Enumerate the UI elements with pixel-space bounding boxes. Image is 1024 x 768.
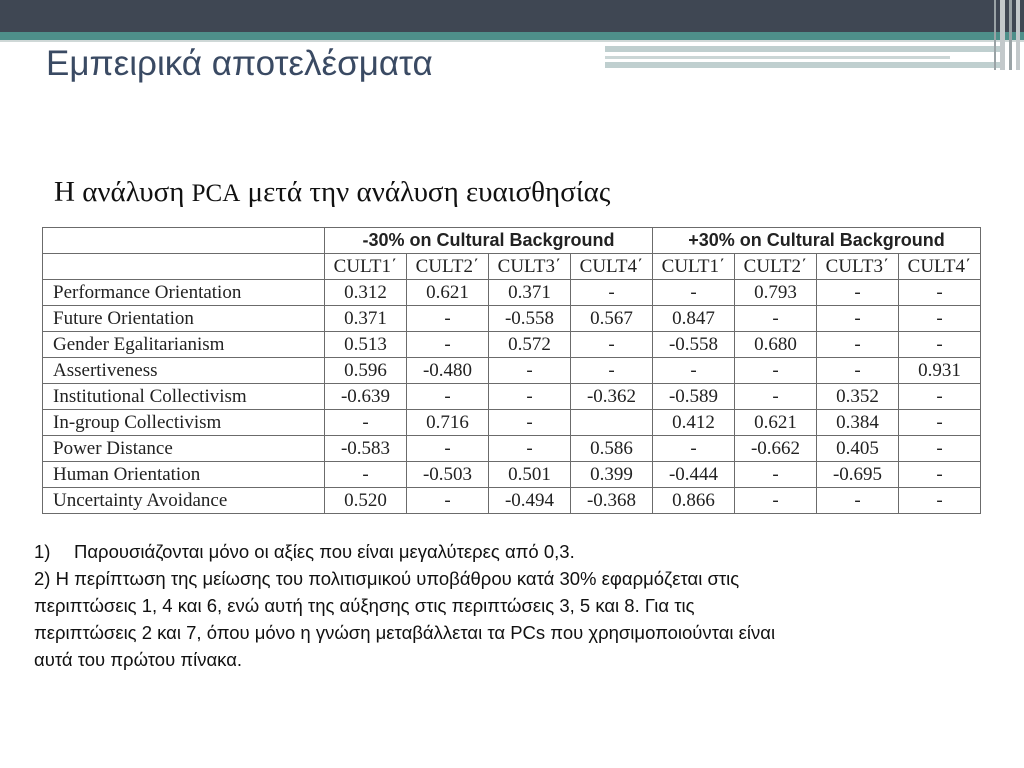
table-cell: -0.589 [653,384,735,410]
table-cell: 0.371 [489,280,571,306]
corner-stripe [994,0,996,70]
row-label: Assertiveness [43,358,325,384]
table-cell: 0.866 [653,488,735,514]
column-header: CULT3΄ [489,254,571,280]
table-row [43,306,981,332]
header-deco-bar [605,62,1005,68]
table-cell: -0.558 [653,332,735,358]
table-cell: - [817,488,899,514]
slide-subtitle [54,176,610,209]
table-cell: - [571,332,653,358]
table-cell: 0.312 [325,280,407,306]
table-cell: - [899,462,981,488]
subtitle-pca: PCA [191,180,241,207]
table-cell: - [899,410,981,436]
table-cell: - [571,358,653,384]
table-cell: - [899,306,981,332]
table-row [43,384,981,410]
table-cell: - [407,436,489,462]
table-cell: 0.399 [571,462,653,488]
table-cell: 0.596 [325,358,407,384]
column-header: CULT1΄ [325,254,407,280]
table-cell: 0.352 [817,384,899,410]
header-deco-bar [605,56,950,59]
table-cell: - [407,384,489,410]
table-row [43,462,981,488]
group-header-row [43,228,981,254]
table-cell: -0.503 [407,462,489,488]
table-cell: 0.793 [735,280,817,306]
footnote-2-line: περιπτώσεις 1, 4 και 6, ενώ αυτή της αύξησης στις περιπτώσεις 3, 5 και 8. Για τις [34,595,695,616]
table-cell: 0.931 [899,358,981,384]
row-label: Performance Orientation [43,280,325,306]
table-cell: 0.405 [817,436,899,462]
table-cell: -0.695 [817,462,899,488]
table-cell: -0.639 [325,384,407,410]
table-cell: - [899,280,981,306]
column-header: CULT4΄ [571,254,653,280]
table-cell: 0.586 [571,436,653,462]
table-cell: - [817,332,899,358]
header-band [0,0,1024,32]
table-row [43,436,981,462]
table-cell: - [899,332,981,358]
footnotes [34,538,974,673]
corner-stripe [1009,0,1012,70]
page-title: Εμπειρικά αποτελέσματα [46,44,433,83]
table-row [43,358,981,384]
table-cell: - [571,280,653,306]
table-cell: -0.558 [489,306,571,332]
table-cell: - [407,488,489,514]
table-cell [571,410,653,436]
table-cell: 0.621 [735,410,817,436]
group-header-plus30: +30% on Cultural Background [653,228,981,254]
column-header: CULT3΄ [817,254,899,280]
table-cell: - [407,306,489,332]
table-cell: 0.567 [571,306,653,332]
corner-stripe [1000,0,1005,70]
header-accent-line [0,32,1024,40]
row-label: Human Orientation [43,462,325,488]
table-cell: - [325,410,407,436]
row-label: Future Orientation [43,306,325,332]
table-cell: - [735,306,817,332]
table-cell: 0.384 [817,410,899,436]
column-header: CULT2΄ [407,254,489,280]
table-cell: - [735,462,817,488]
table-row [43,332,981,358]
corner-stripe [1016,0,1020,70]
row-label: Gender Egalitarianism [43,332,325,358]
table-cell: 0.621 [407,280,489,306]
row-label: In-group Collectivism [43,410,325,436]
row-label: Power Distance [43,436,325,462]
table-cell: -0.480 [407,358,489,384]
table-cell: -0.583 [325,436,407,462]
header-thin-line [0,40,1024,42]
table-cell: - [489,384,571,410]
table-cell: - [899,488,981,514]
table-cell: 0.716 [407,410,489,436]
table-cell: - [653,280,735,306]
footnote-2-line: αυτά του πρώτου πίνακα. [34,649,243,670]
footnote-2-line: περιπτώσεις 2 και 7, όπου μόνο η γνώση μεταβάλλεται τα PCs που χρησιμοποιούνται είναι [34,622,776,643]
table-cell: - [817,358,899,384]
subtitle-text: Η ανάλυση [54,176,192,208]
table-cell: - [735,488,817,514]
corner-cell [43,254,325,280]
table-cell: - [653,358,735,384]
column-header: CULT2΄ [735,254,817,280]
subtitle-text: μετά την ανάλυση ευαισθησίας [240,176,611,208]
table-cell: - [489,436,571,462]
table-cell: -0.444 [653,462,735,488]
table-cell: -0.362 [571,384,653,410]
footnote-number: 1) [34,541,51,562]
table-body [43,280,981,514]
table-cell: - [735,384,817,410]
pca-table [42,227,981,514]
table-cell: - [817,280,899,306]
table-cell: - [817,306,899,332]
table-cell: - [899,384,981,410]
table-cell: -0.494 [489,488,571,514]
group-header-minus30: -30% on Cultural Background [325,228,653,254]
table-row [43,280,981,306]
corner-cell [43,228,325,254]
table-cell: - [489,410,571,436]
table-cell: 0.520 [325,488,407,514]
table-cell: 0.572 [489,332,571,358]
table-cell: - [653,436,735,462]
table-cell: - [489,358,571,384]
table-cell: 0.513 [325,332,407,358]
header-deco-bar [605,46,1005,52]
column-header: CULT1΄ [653,254,735,280]
table-row [43,488,981,514]
footnote-1 [34,538,974,565]
table-cell: 0.847 [653,306,735,332]
column-header-row [43,254,981,280]
row-label: Uncertainty Avoidance [43,488,325,514]
table-cell: -0.662 [735,436,817,462]
table-cell: 0.680 [735,332,817,358]
column-header: CULT4΄ [899,254,981,280]
table-cell: 0.412 [653,410,735,436]
footnote-2-line: 2) Η περίπτωση της μείωσης του πολιτισμικού υποβάθρου κατά 30% εφαρμόζεται στις [34,568,740,589]
table-cell: 0.371 [325,306,407,332]
table-cell: - [735,358,817,384]
table-cell: - [407,332,489,358]
table-cell: - [899,436,981,462]
table-row [43,410,981,436]
row-label: Institutional Collectivism [43,384,325,410]
footnote-text: Παρουσιάζονται μόνο οι αξίες που είναι μεγαλύτερες από 0,3. [74,541,575,562]
table-cell: 0.501 [489,462,571,488]
table-cell: - [325,462,407,488]
table-cell: -0.368 [571,488,653,514]
